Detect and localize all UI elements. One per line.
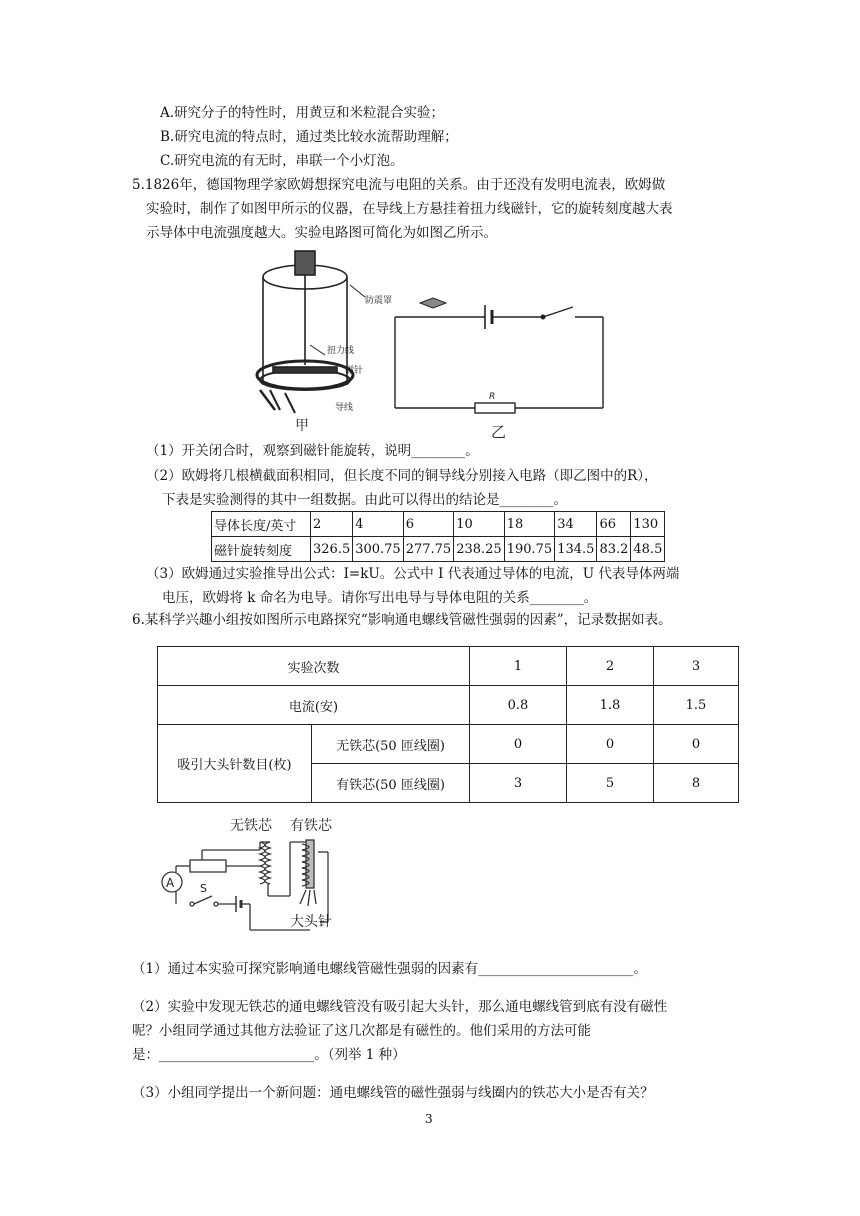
table-cell: 3 xyxy=(470,764,567,803)
solenoid-data-table xyxy=(157,646,739,803)
q6-sub-1: （1）通过本实验可探究影响通电螺线管磁性强弱的因素有_______________________。 xyxy=(132,961,647,977)
table-cell: 5 xyxy=(567,764,654,803)
table-cell: 2 xyxy=(567,647,654,686)
label-ammeter: A xyxy=(166,876,175,890)
table-cell: 6 xyxy=(403,512,454,537)
ohm-data-table xyxy=(211,511,665,562)
circuit-yi xyxy=(395,305,603,413)
table-header-cell: 实验次数 xyxy=(158,647,470,686)
q4-option-c: C.研究电流的有无时，串联一个小灯泡。 xyxy=(160,153,404,169)
label-cizhen: 磁针 xyxy=(345,366,364,376)
q5-sub-2-line-2: 下表是实验测得的其中一组数据。由此可以得出的结论是________。 xyxy=(162,492,567,508)
table-cell: 1.8 xyxy=(567,686,654,725)
table-header-cell: 有铁芯(50 匝线圈) xyxy=(312,764,470,803)
table-cell: 8 xyxy=(654,764,739,803)
q5-line-1: 5.1826年，德国物理学家欧姆想探究电流与电阻的关系。由于还没有发明电流表，欧姆做 xyxy=(132,177,666,193)
meter-icon xyxy=(420,298,446,308)
table-cell: 4 xyxy=(353,512,404,537)
table-cell: 134.5 xyxy=(555,537,597,562)
q5-line-2: 实验时，制作了如图甲所示的仪器，在导线上方悬挂着扭力线磁针，它的旋转刻度越大表 xyxy=(146,201,673,217)
table-cell: 0.8 xyxy=(470,686,567,725)
page-number: 3 xyxy=(425,1112,433,1126)
table-cell: 83.2 xyxy=(597,537,631,562)
solenoid-circuit-figure xyxy=(150,812,380,937)
label-pin: 大头针 xyxy=(290,914,332,930)
label-yi: 乙 xyxy=(491,423,507,440)
q4-option-a: A.研究分子的特性时，用黄豆和米粒混合实验； xyxy=(160,105,445,121)
label-jia: 甲 xyxy=(295,418,309,434)
table-row-no-core xyxy=(158,725,739,764)
table-cell: 0 xyxy=(567,725,654,764)
q6-intro: 6.某科学兴趣小组按如图所示电路探究“影响通电螺线管磁性强弱的因素”，记录数据如表。 xyxy=(132,612,672,628)
table-cell: 18 xyxy=(504,512,555,537)
table-header-cell: 电流(安) xyxy=(158,686,470,725)
apparatus-jia xyxy=(257,251,365,413)
label-daoxian: 导线 xyxy=(335,403,354,413)
table-row-trials xyxy=(158,647,739,686)
table-row-current xyxy=(158,686,739,725)
table-cell: 238.25 xyxy=(454,537,505,562)
q5-sub-3-line-1: （3）欧姆通过实验推导出公式：I=kU。公式中 I 代表通过导体的电流，U 代表导体两端 xyxy=(146,566,680,582)
table-cell: 1 xyxy=(470,647,567,686)
table-cell: 277.75 xyxy=(403,537,454,562)
label-niulixian: 扭力线 xyxy=(327,346,355,356)
q6-sub-2-line-2: 呢？小组同学通过其他方法验证了这几次都是有磁性的。他们采用的方法可能 xyxy=(132,1023,591,1039)
table-header-cell: 导体长度/英寸 xyxy=(212,512,311,537)
table-cell: 0 xyxy=(470,725,567,764)
table-cell: 326.5 xyxy=(311,537,353,562)
label-r: R xyxy=(489,392,496,402)
table-cell: 1.5 xyxy=(654,686,739,725)
table-cell: 48.5 xyxy=(631,537,665,562)
table-cell: 66 xyxy=(597,512,631,537)
label-core: 有铁芯 xyxy=(290,818,332,834)
table-cell: 0 xyxy=(654,725,739,764)
q6-sub-2-line-3: 是：_______________________。（列举 1 种） xyxy=(132,1047,406,1063)
q5-sub-1: （1）开关闭合时，观察到磁针能旋转，说明________。 xyxy=(146,443,479,459)
label-fangzhen: 防震罩 xyxy=(365,296,393,306)
ohm-apparatus-figure xyxy=(255,245,625,440)
table-row-length xyxy=(212,512,665,537)
q5-sub-3-line-2: 电压，欧姆将 k 命名为电导。请你写出电导与导体电阻的关系________。 xyxy=(162,590,598,606)
q5-line-3: 示导体中电流强度越大。实验电路图可简化为如图乙所示。 xyxy=(146,225,497,241)
q6-sub-2-line-1: （2）实验中发现无铁芯的通电螺线管没有吸引起大头针，那么通电螺线管到底有没有磁性 xyxy=(132,999,668,1015)
q6-sub-3: （3）小组同学提出一个新问题：通电螺线管的磁性强弱与线圈内的铁芯大小是否有关？ xyxy=(132,1085,654,1101)
table-cell: 34 xyxy=(555,512,597,537)
table-cell: 10 xyxy=(454,512,505,537)
table-cell: 2 xyxy=(311,512,353,537)
label-switch: S xyxy=(200,882,207,895)
q4-option-b: B.研究电流的特点时，通过类比较水流帮助理解； xyxy=(160,129,458,145)
table-header-cell: 磁针旋转刻度 xyxy=(212,537,311,562)
table-cell: 300.75 xyxy=(353,537,404,562)
table-cell: 3 xyxy=(654,647,739,686)
table-cell: 190.75 xyxy=(504,537,555,562)
q5-sub-2-line-1: （2）欧姆将几根横截面积相同，但长度不同的铜导线分别接入电路（即乙图中的R）， xyxy=(146,468,658,484)
label-no-core: 无铁芯 xyxy=(230,818,272,834)
table-header-cell: 无铁芯(50 匝线圈) xyxy=(312,725,470,764)
table-cell: 130 xyxy=(631,512,665,537)
table-row-rotation xyxy=(212,537,665,562)
table-header-cell: 吸引大头针数目(枚) xyxy=(158,725,312,803)
